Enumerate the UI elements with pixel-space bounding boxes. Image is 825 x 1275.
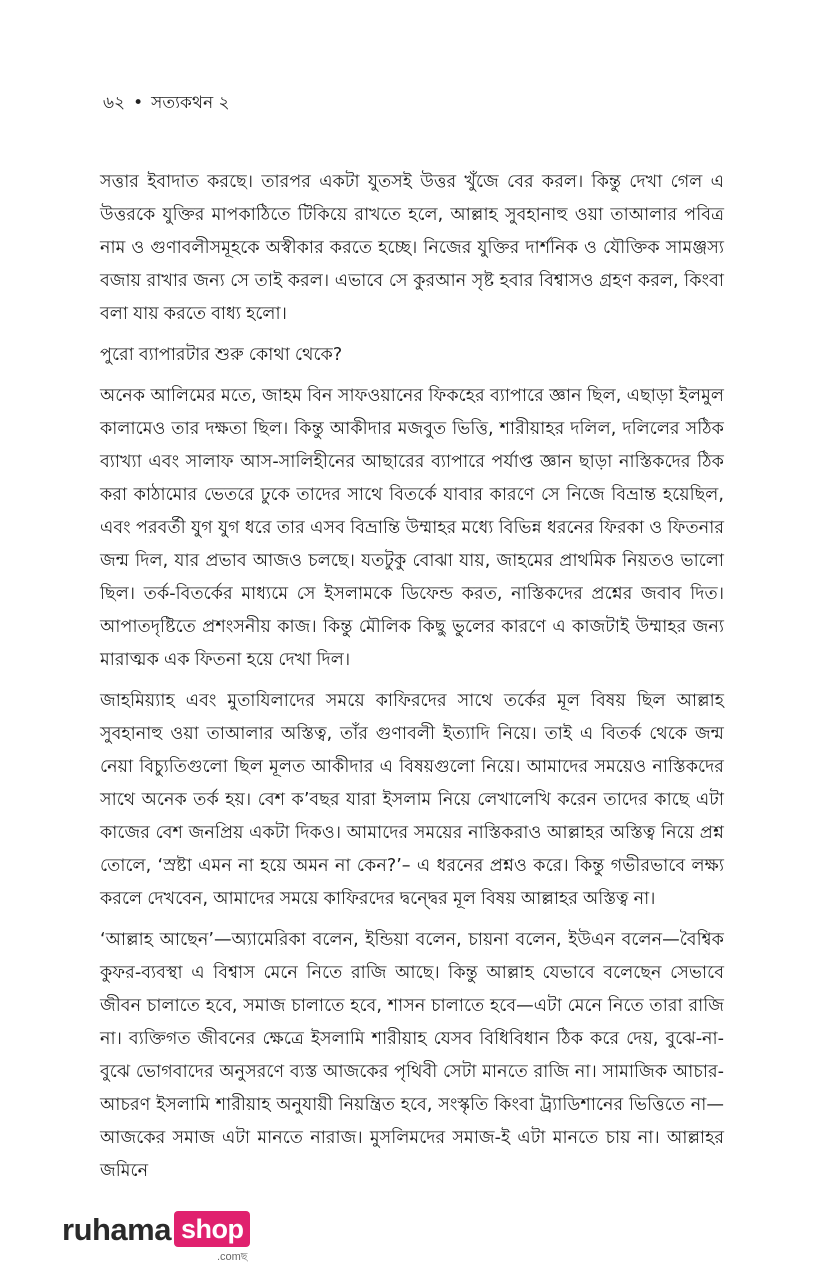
ruhama-shop-logo (62, 1211, 250, 1267)
paragraph-3: অনেক আলিমের মতে, জাহম বিন সাফওয়ানের ফিকহের ব্যাপারে জ্ঞান ছিল, এছাড়া ইলমুল কালামেও তার দক্ষতা ছিল। কিন্তু আকীদার মজবুত ভিত্তি, শারীয়াহর দলিল, দলিলের সঠিক ব্যাখ্যা এবং সালাফ আস-সালিহীনের আছারের ব্যাপারে পর্যাপ্ত জ্ঞান ছাড়া নাস্তিকদের ঠিক করা কাঠামোর ভেতরে ঢুকে তাদের সাথে বিতর্কে যাবার কারণে সে নিজে বিভ্রান্ত হয়েছিল, এবং পরবর্তী যুগ যুগ ধরে তার এসব বিভ্রান্তি উম্মাহর মধ্যে বিভিন্ন ধরনের ফিরকা ও ফিতনার জন্ম দিল, যার প্রভাব আজও চলছে। যতটুকু বোঝা যায়, জাহমের প্রাথমিক নিয়তও ভালো ছিল। তর্ক-বিতর্কের মাধ্যমে সে ইসলামকে ডিফেন্ড করত, নাস্তিকদের প্রশ্নের জবাব দিত। আপাতদৃষ্টিতে প্রশংসনীয় কাজ। কিন্তু মৌলিক কিছু ভুলের কারণে এ কাজটাই উম্মাহর জন্য মারাত্মক এক ফিতনা হয়ে দেখা দিল। (100, 386, 724, 670)
page-number: ৬২ (103, 93, 126, 113)
logo-word: ruhama (62, 1212, 171, 1247)
paragraph-5: ‘আল্লাহ আছেন’—অ্যামেরিকা বলেন, ইন্ডিয়া বলেন, চায়না বলেন, ইউএন বলেন—বৈশ্বিক কুফর-ব্যবস্থা এ বিশ্বাস মেনে নিতে রাজি আছে। কিন্তু আল্লাহ যেভাবে বলেছেন সেভাবে জীবন চালাতে হবে, সমাজ চালাতে হবে, শাসন চালাতে হবে—এটা মেনে নিতে তারা রাজি না। ব্যক্তিগত জীবনের ক্ষেত্রে ইসলামি শারীয়াহ যেসব বিধিবিধান ঠিক করে দেয়, বুঝে-না-বুঝে ভোগবাদের অনুসরণে ব্যস্ত আজকের পৃথিবী সেটা মানতে রাজি না। সামাজিক আচার-আচরণ ইসলামি শারীয়াহ অনুযায়ী নিয়ন্ত্রিত হবে, সংস্কৃতি কিংবা ট্র্যাডিশানের ভিত্তিতে না—আজকের সমাজ এটা মানতে নারাজ। মুসলিমদের সমাজ-ই এটা মানতে চায় না। আল্লাহর জমিনে (100, 930, 724, 1181)
paragraph-2: পুরো ব্যাপারটার শুরু কোথা থেকে? (100, 345, 343, 365)
logo-domain: .comছ (216, 1251, 248, 1263)
paragraph-1: সত্তার ইবাদাত করছে। তারপর একটা যুতসই উত্তর খুঁজে বের করল। কিন্তু দেখা গেল এ উত্তরকে যুক্তির মাপকাঠিতে টিকিয়ে রাখতে হলে, আল্লাহ সুবহানাহু ওয়া তাআলার পবিত্র নাম ও গুণাবলীসমূহকে অস্বীকার করতে হচ্ছে। নিজের যুক্তির দার্শনিক ও যৌক্তিক সামঞ্জস্য বজায় রাখার জন্য সে তাই করল। এভাবে সে কুরআন সৃষ্ট হবার বিশ্বাসও গ্রহণ করল, কিংবা বলা যায় করতে বাধ্য হলো। (100, 172, 724, 324)
header-separator: • (133, 93, 144, 113)
running-header (103, 90, 230, 118)
logo-shop-badge (174, 1211, 251, 1267)
logo-shop-text: shop (174, 1211, 251, 1247)
paragraph-4: জাহমিয়্যাহ এবং মুতাযিলাদের সময়ে কাফিরদের সাথে তর্কের মূল বিষয় ছিল আল্লাহ সুবহানাহু ওয়া তাআলার অস্তিত্ব, তাঁর গুণাবলী ইত্যাদি নিয়ে। তাই এ বিতর্ক থেকে জন্ম নেয়া বিচ্যুতিগুলো ছিল মূলত আকীদার এ বিষয়গুলো নিয়ে। আমাদের সময়েও নাস্তিকদের সাথে অনেক তর্ক হয়। বেশ ক’বছর যারা ইসলাম নিয়ে লেখালেখি করেন তাদের কাছে এটা কাজের বেশ জনপ্রিয় একটা দিকও। আমাদের সময়ের নাস্তিকরাও আল্লাহর অস্তিত্ব নিয়ে প্রশ্ন তোলে, ‘স্রষ্টা এমন না হয়ে অমন না কেন?’– এ ধরনের প্রশ্নও করে। কিন্তু গভীরভাবে লক্ষ্য করলে দেখবেন, আমাদের সময়ে কাফিরদের দ্বন্দ্বের মূল বিষয় আল্লাহর অস্তিত্ব না। (100, 691, 724, 909)
page-body (100, 166, 724, 1188)
book-title: সত্যকথন ২ (151, 93, 230, 113)
